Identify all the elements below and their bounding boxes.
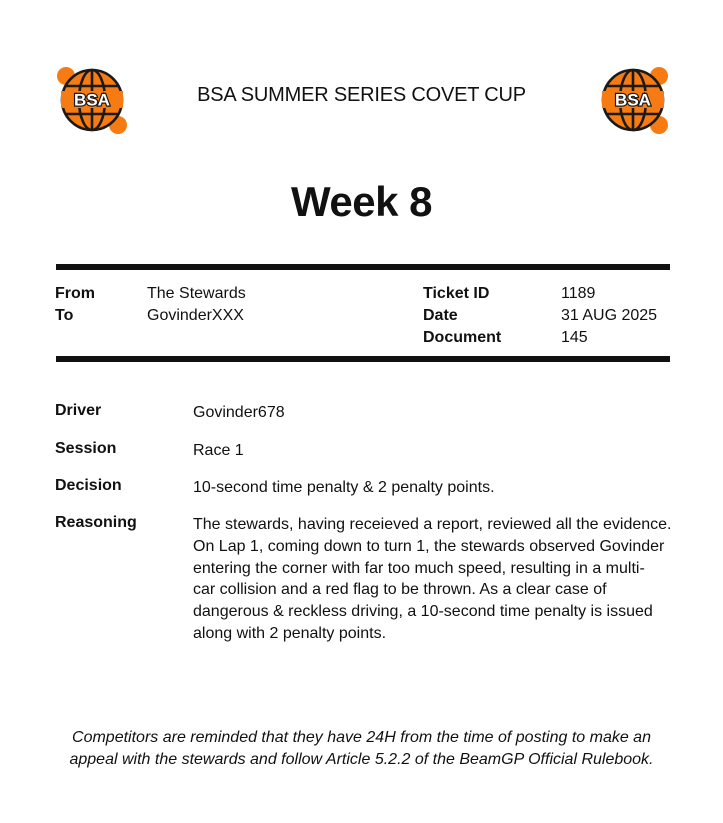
decision-label: Decision xyxy=(55,477,122,494)
date-label: Date xyxy=(423,307,458,324)
reasoning-line: entering the corner with far too much speed, resulting in a multi- xyxy=(193,559,645,577)
appeal-notice-line: appeal with the stewards and follow Article 5.2.2 of the BeamGP Official Rulebook. xyxy=(69,751,654,768)
document-label: Document xyxy=(423,329,502,346)
from-value: The Stewards xyxy=(147,285,246,302)
reasoning-label: Reasoning xyxy=(55,514,137,531)
document-value: 145 xyxy=(561,329,588,346)
session-label: Session xyxy=(55,440,117,457)
meta-left-values xyxy=(147,283,246,327)
reasoning-line: car collision and a red flag to be thrown. As a clear case of xyxy=(193,581,607,599)
page-title: Week 8 xyxy=(291,178,432,225)
meta-left-labels xyxy=(55,283,95,327)
reasoning-line: along with 2 penalty points. xyxy=(193,624,387,642)
to-value: GovinderXXX xyxy=(147,307,244,324)
reasoning-line: The stewards, having receieved a report, reviewed all the evidence. xyxy=(193,516,672,533)
reasoning-line: On Lap 1, coming down to turn 1, the stewards observed Govinder xyxy=(193,537,665,555)
to-label: To xyxy=(55,307,74,324)
date-value: 31 AUG 2025 xyxy=(561,307,658,324)
meta-right-values xyxy=(561,283,657,349)
session-value: Race 1 xyxy=(193,442,244,459)
ticket-id-value: 1189 xyxy=(561,285,596,302)
divider-bottom xyxy=(56,356,670,362)
meta-right-labels xyxy=(423,283,501,349)
svg-text:BSA: BSA xyxy=(74,90,110,110)
divider-top xyxy=(56,264,670,270)
appeal-notice-line: Competitors are reminded that they have 24H from the time of posting to make an xyxy=(72,729,651,746)
reasoning-line: dangerous & reckless driving, a 10-second time penalty is issued xyxy=(193,603,653,621)
from-label: From xyxy=(55,285,95,302)
decision-value: 10-second time penalty & 2 penalty points. xyxy=(193,479,495,496)
driver-label: Driver xyxy=(55,402,102,419)
series-title: BSA SUMMER SERIES COVET CUP xyxy=(197,84,526,106)
ticket-id-label: Ticket ID xyxy=(423,285,490,302)
reasoning-text xyxy=(193,514,673,645)
appeal-notice xyxy=(0,727,723,771)
driver-value: Govinder678 xyxy=(193,404,285,421)
svg-text:BSA: BSA xyxy=(615,90,651,110)
